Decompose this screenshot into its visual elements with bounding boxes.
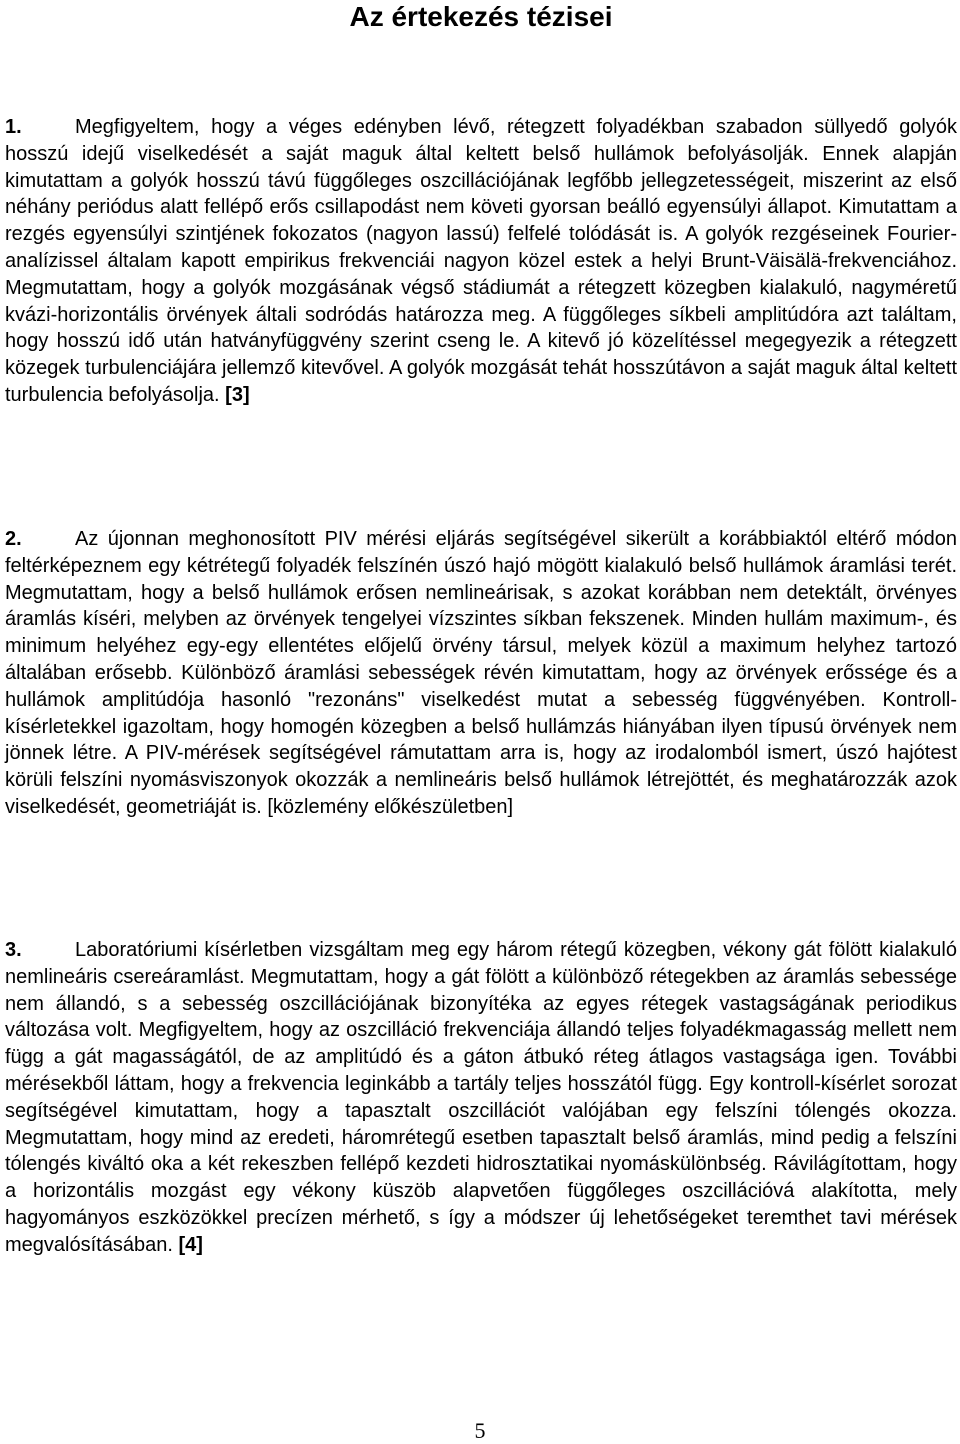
document-page	[5, 0, 957, 1256]
document-title: Az értekezés tézisei	[349, 1, 613, 32]
thesis-text: Az újonnan meghonosított PIV mérési eljárás segítségével sikerült a korábbiaktól eltérő módon feltérképeznem egy kétrétegű folyadék felszínén úszó hajó mögött kialakuló belső hullámok áramlási terét. Megmutattam, hogy a belső hullámok erősen nemlineárisak, s azokat korábban nem detektált, örvényes áramlás kíséri, melyben az örvények tengelyei vízszintes síkban fekszenek. Minden hullám maximum-, és minimum helyéhez egy-egy ellentétes előjelű örvény társul, melyek közül a maximum helyhez tartozó általában erősebb. Különböző áramlási sebességek révén kimutattam, hogy az örvények erőssége és a hullámok amplitúdója hasonló "rezonáns" viselkedést mutat a sebesség függvényében. Kontroll-kísérletekkel igazoltam, hogy homogén közegben a belső hullámzás hiányában ilyen típusú örvények nem jönnek létre. A PIV-mérések segítségével rámutattam arra is, hogy az irodalomból ismert, úszó hajótest körüli felszíni nyomásviszonyok okozzák a nemlineáris belső hullámok létrejöttét, és meghatározzák azok viselkedését, geometriáját is.	[5, 528, 957, 818]
thesis-reference: [4]	[178, 1233, 203, 1256]
thesis-text: Megfigyeltem, hogy a véges edényben lévő, rétegzett folyadékban szabadon süllyedő golyók hosszú idejű viselkedését a saját maguk által keltett belső hullámok befolyásolják. Ennek alapján kimutattam a golyók hosszú távú függőleges oszcillációjának legfőbb jellegzetességeit, miszerint az első néhány periódus alatt fellépő erős csillapodást nem követi gyorsan beálló egyensúlyi állapot. Kimutattam a rezgés egyensúlyi szintjének fokozatos (nagyon lassú) felfelé tolódását is. A golyók rezgéseinek Fourier-analízissel általam kapott empirikus frekvenciái nagyon közel estek a helyi Brunt-Väisälä-frekvenciához. Megmutattam, hogy a golyók mozgásának végső stádiumát a rétegzett közegben kialakuló, nagyméretű kvázi-horizontális örvények általi sodródás határozza meg. A függőleges síkbeli amplitúdóra azt találtam, hogy hosszú idő után hatványfüggvény szerint cseng le. A kitevő jó közelítéssel megegyezik a rétegzett közegek turbulenciájára jellemző kitevővel. A golyók mozgását tehát hosszútávon a saját maguk által keltett turbulencia befolyásolja.	[5, 116, 957, 406]
thesis-reference: [közlemény előkészületben]	[267, 795, 514, 818]
thesis-number: 3.	[5, 939, 22, 961]
thesis-paragraph-3	[5, 937, 957, 1259]
thesis-number: 2.	[5, 528, 22, 550]
thesis-paragraph-1	[5, 114, 957, 409]
page-number: 5	[474, 1418, 486, 1443]
thesis-paragraph-2	[5, 526, 957, 821]
thesis-number: 1.	[5, 116, 22, 138]
thesis-reference: [3]	[225, 383, 250, 406]
thesis-text: Laboratóriumi kísérletben vizsgáltam meg egy három rétegű közegben, vékony gát fölött kialakuló nemlineáris cserеáramlást. Megmutattam, hogy a gát fölött a különböző rétegekben az áramlás sebessége nem állandó, s a sebesség oszcillációjának bizonyítéka az egyes rétegek vastagságának periodikus változása volt. Megfigyeltem, hogy az oszcilláció frekvenciája állandó teljes folyadékmagasság mellett nem függ a gát magasságától, de az amplitúdó és a gáton átbukó réteg átlagos vastagsága igen. További mérésekből láttam, hogy a frekvencia leginkább a tartály teljes hosszától függ. Egy kontroll-kísérlet sorozat segítségével kimutattam, hogy a tapasztalt oszcillációt valójában egy felszíni tólengés okozza. Megmutattam, hogy mind az eredeti, háromrétegű esetben tapasztalt belső áramlás, mind pedig a felszíni tólengés kiváltó oka a két rekeszben fellépő kezdeti hidrosztatikai nyomáskülönbség. Rávilágítottam, hogy a horizontális mozgást egy vékony küszöb alapvetően függőleges oszcillációvá alakította, mely hagyományos eszközökkel precízen mérhető, s így a módszer új lehetőségeket teremthet tavi mérések megvalósításában.	[5, 939, 957, 1256]
